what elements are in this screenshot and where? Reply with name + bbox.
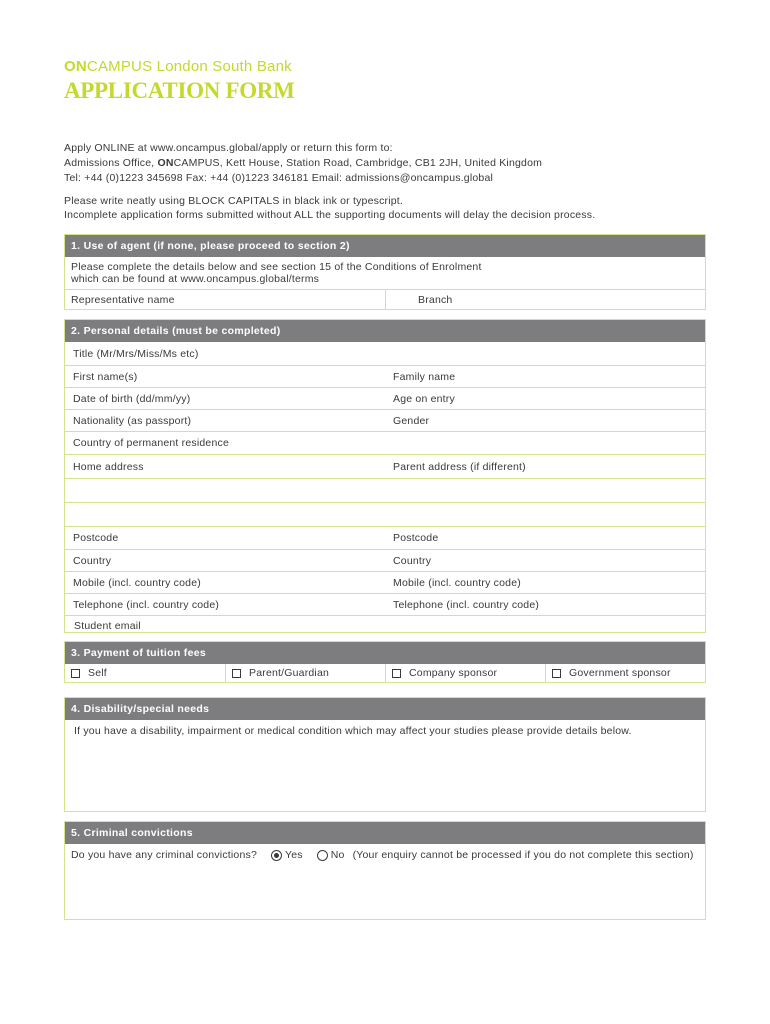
convictions-note: (Your enquiry cannot be processed if you do not complete this section) [352,849,694,861]
page-title: APPLICATION FORM [64,78,295,103]
convictions-no-label: No [330,849,345,861]
intro-line-1: Apply ONLINE at www.oncampus.global/apply or return this form to: [64,142,393,154]
country-row [65,549,705,571]
payment-options-row [65,664,705,682]
age-field[interactable] [385,388,705,409]
section-3-heading: 3. Payment of tuition fees [65,642,705,664]
postcode-right-field[interactable] [385,527,705,549]
agent-note-line-2: which can be found at www.oncampus.global/terms [71,273,320,285]
intro-instructions: Please write neatly using BLOCK CAPITALS in black ink or typescript. [64,195,404,207]
title-label: Title (Mr/Mrs/Miss/Ms etc) [73,347,199,360]
representative-name-label: Representative name [71,293,175,306]
name-row [65,365,705,387]
telephone-row [65,593,705,615]
country-residence-field[interactable] [65,432,705,454]
telephone-right-field[interactable] [385,594,705,615]
address-row [65,454,705,478]
first-name-label: First name(s) [73,370,138,383]
home-address-field[interactable] [65,455,385,478]
convictions-question-row [71,849,694,861]
address-line-3[interactable] [65,502,705,526]
gender-field[interactable] [385,410,705,431]
mobile-right-label: Mobile (incl. country code) [393,576,521,589]
mobile-right-field[interactable] [385,572,705,593]
parent-address-field[interactable] [385,455,705,478]
mobile-row [65,571,705,593]
nationality-field[interactable] [65,410,385,431]
mobile-left-label: Mobile (incl. country code) [73,576,201,589]
payment-parent-label: Parent/Guardian [249,667,330,679]
section-5-heading: 5. Criminal convictions [65,822,705,844]
government-checkbox-icon[interactable] [552,669,561,678]
country-right-field[interactable] [385,550,705,571]
no-radio-icon[interactable] [317,850,328,861]
disability-details-area[interactable] [65,720,705,811]
intro-address-b: CAMPUS, Kett House, Station Road, Cambridge, CB1 2JH, United Kingdom [173,157,543,169]
convictions-question: Do you have any criminal convictions? [71,849,257,861]
payment-self-label: Self [88,667,107,679]
mobile-left-field[interactable] [65,572,385,593]
payment-government-label: Government sponsor [569,667,671,679]
brand-logo [64,58,292,75]
agent-note-row [65,257,705,289]
postcode-left-field[interactable] [65,527,385,549]
payment-company-label: Company sponsor [409,667,498,679]
title-field[interactable] [65,342,705,365]
disability-prompt: If you have a disability, impairment or medical condition which may affect your studies please provide details below. [74,725,632,737]
convictions-no-option[interactable] [317,849,345,861]
payment-government-option[interactable] [545,664,705,682]
country-residence-label: Country of permanent residence [73,437,229,449]
postcode-left-label: Postcode [73,532,119,544]
agent-details-row [65,289,705,309]
representative-name-field[interactable] [65,290,385,309]
dob-label: Date of birth (dd/mm/yy) [73,392,191,405]
first-name-field[interactable] [65,366,385,387]
family-name-label: Family name [393,370,456,383]
family-name-field[interactable] [385,366,705,387]
section-2-heading: 2. Personal details (must be completed) [65,320,705,342]
payment-company-option[interactable] [385,664,545,682]
country-left-label: Country [73,554,112,567]
intro-address-a: Admissions Office, [64,157,158,169]
dob-field[interactable] [65,388,385,409]
section-criminal-convictions [64,821,706,920]
payment-parent-option[interactable] [225,664,385,682]
residence-row [65,431,705,454]
postcode-row [65,526,705,549]
branch-field[interactable] [385,290,705,309]
title-row [65,342,705,365]
student-email-label: Student email [74,620,141,632]
gender-label: Gender [393,414,430,427]
agent-note-line-1: Please complete the details below and see section 15 of the Conditions of Enrolment [71,261,482,273]
parent-checkbox-icon[interactable] [232,669,241,678]
intro-line-2 [64,157,542,169]
self-checkbox-icon[interactable] [71,669,80,678]
section-4-heading: 4. Disability/special needs [65,698,705,720]
dob-row [65,387,705,409]
company-checkbox-icon[interactable] [392,669,401,678]
home-address-label: Home address [73,460,144,473]
section-1-heading: 1. Use of agent (if none, please proceed to section 2) [65,235,705,257]
payment-self-option[interactable] [65,664,225,682]
brand-name: CAMPUS London South Bank [86,58,292,75]
convictions-yes-option[interactable] [271,849,303,861]
email-row [65,615,705,636]
section-disability [64,697,706,812]
telephone-right-label: Telephone (incl. country code) [393,598,540,611]
telephone-left-label: Telephone (incl. country code) [73,598,220,611]
branch-label: Branch [418,293,453,306]
postcode-right-label: Postcode [393,532,439,544]
country-left-field[interactable] [65,550,385,571]
section-use-of-agent [64,234,706,310]
country-right-label: Country [393,554,432,567]
yes-radio-icon[interactable] [271,850,282,861]
section-personal-details [64,319,706,633]
criminal-convictions-area [65,844,705,919]
convictions-yes-label: Yes [285,849,303,861]
telephone-left-field[interactable] [65,594,385,615]
age-label: Age on entry [393,392,455,405]
brand-on: ON [64,58,87,75]
intro-warning: Incomplete application forms submitted without ALL the supporting documents will delay the decision process. [64,209,596,221]
student-email-field[interactable] [65,616,705,636]
nationality-label: Nationality (as passport) [73,414,192,427]
intro-address-on: ON [157,157,174,169]
section-payment [64,641,706,683]
intro-contact-line: Tel: +44 (0)1223 345698 Fax: +44 (0)1223 346181 Email: admissions@oncampus.global [64,172,494,184]
nationality-row [65,409,705,431]
parent-address-label: Parent address (if different) [393,460,526,473]
address-line-2[interactable] [65,478,705,502]
